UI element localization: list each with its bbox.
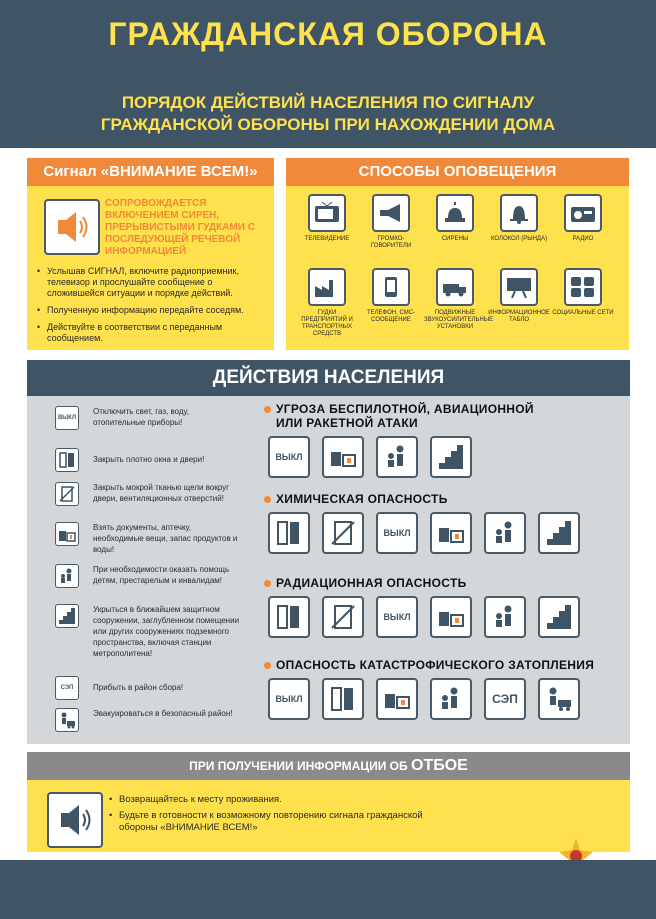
- shelter-icon: [430, 436, 472, 478]
- threat-air-attack: [264, 402, 624, 462]
- documents-kit-icon: [430, 596, 472, 638]
- subtitle-line-1: ПОРЯДОК ДЕЙСТВИЙ НАСЕЛЕНИЯ ПО СИГНАЛУ: [121, 93, 535, 112]
- documents-kit-icon: [376, 678, 418, 720]
- header-bar: [0, 0, 656, 148]
- seal-gaps-icon: [322, 512, 364, 554]
- help-others-icon: [484, 512, 526, 554]
- documents-kit-icon: [55, 522, 79, 546]
- notify-item-tv: ТЕЛЕВИДЕНИЕ: [296, 194, 358, 243]
- notify-item-social: СОЦИАЛЬНЫЕ СЕТИ: [552, 268, 614, 317]
- assembly-point-icon: СЭП: [55, 676, 79, 700]
- evacuate-icon: [538, 678, 580, 720]
- notify-item-sirens: СИРЕНЫ: [424, 194, 486, 243]
- evacuate-icon: [55, 708, 79, 732]
- truck-loudspeaker-icon: [436, 268, 474, 306]
- footer-bar: [0, 860, 656, 919]
- shelter-icon: [538, 512, 580, 554]
- notify-item-mobile-units: ПОДВИЖНЫЕ ЗВУКОУСИЛИТЕЛЬНЫЕ УСТАНОВКИ: [424, 268, 486, 331]
- list-item: • Услышав СИГНАЛ, включите радиоприемник, телевизор и прослушайте сообщение о сложившейся ситуации и порядке действий.: [37, 266, 269, 299]
- assembly-point-icon: СЭП: [484, 678, 526, 720]
- notify-item-info-board: ИНФОРМАЦИОННОЕ ТАБЛО: [488, 268, 550, 324]
- threat-chemical: [264, 492, 624, 538]
- power-off-icon: ВЫКЛ: [376, 596, 418, 638]
- bell-icon: [500, 194, 538, 232]
- notify-item-radio: РАДИО: [552, 194, 614, 243]
- list-item: • Полученную информацию передайте соседям.: [37, 305, 269, 316]
- speaker-icon: [44, 199, 100, 255]
- signal-title: Сигнал «ВНИМАНИЕ ВСЕМ!»: [27, 158, 274, 186]
- shelter-icon: [538, 596, 580, 638]
- threat-title: ХИМИЧЕСКАЯ ОПАСНОСТЬ: [264, 492, 624, 506]
- notify-title: СПОСОБЫ ОПОВЕЩЕНИЯ: [286, 158, 629, 186]
- radio-icon: [564, 194, 602, 232]
- signal-panel: [27, 158, 274, 350]
- documents-kit-icon: [430, 512, 472, 554]
- legend-row: ВЫКЛ Отключить свет, газ, воду, отопительные приборы!: [55, 406, 245, 434]
- siren-icon: [436, 194, 474, 232]
- info-board-icon: [500, 268, 538, 306]
- threat-title: РАДИАЦИОННАЯ ОПАСНОСТЬ: [264, 576, 624, 590]
- signal-description: СОПРОВОЖДАЕТСЯ ВКЛЮЧЕНИЕМ СИРЕН, ПРЕРЫВИСТЫМИ ГУДКАМИ С ПОСЛЕДУЮЩЕЙ РЕЧЕВОЙ ИНФОРМАЦИЕЙ: [105, 198, 255, 257]
- loudspeaker-icon: [372, 194, 410, 232]
- shelter-icon: [55, 604, 79, 628]
- power-off-icon: ВЫКЛ: [268, 436, 310, 478]
- subtitle-line-2: ГРАЖДАНСКОЙ ОБОРОНЫ ПРИ НАХОЖДЕНИИ ДОМА: [100, 115, 556, 134]
- help-others-icon: [55, 564, 79, 588]
- list-item: • Действуйте в соответствии с переданным сообщением.: [37, 322, 269, 344]
- help-others-icon: [430, 678, 472, 720]
- close-windows-icon: [268, 512, 310, 554]
- close-windows-icon: [55, 448, 79, 472]
- all-clear-panel: [27, 752, 630, 852]
- legend-row: Закрыть мокрой тканью щели вокруг двери, вентиляционных отверстий!: [55, 482, 245, 518]
- seal-gaps-icon: [322, 596, 364, 638]
- notify-item-loudspeakers: ГРОМКО-ГОВОРИТЕЛИ: [360, 194, 422, 250]
- threat-title: УГРОЗА БЕСПИЛОТНОЙ, АВИАЦИОННОЙ ИЛИ РАКЕТНОЙ АТАКИ: [264, 402, 624, 430]
- power-off-icon: ВЫКЛ: [376, 512, 418, 554]
- list-item: • Будьте в готовности к возможному повторению сигнала гражданской обороны «ВНИМАНИЕ ВСЕМ!»: [109, 810, 449, 834]
- all-clear-instructions: [109, 794, 449, 838]
- threat-radiation: [264, 576, 624, 622]
- actions-section: [27, 360, 630, 744]
- speaker-icon: [47, 792, 103, 848]
- documents-kit-icon: [322, 436, 364, 478]
- legend-row: Взять документы, аптечку, необходимые вещи, запас продуктов и воды!: [55, 522, 245, 558]
- page-subtitle: [20, 92, 636, 136]
- page-title: ГРАЖДАНСКАЯ ОБОРОНА: [108, 16, 548, 52]
- notify-item-phone: ТЕЛЕФОН, СМС-СООБЩЕНИЕ: [360, 268, 422, 324]
- help-others-icon: [376, 436, 418, 478]
- actions-title: ДЕЙСТВИЯ НАСЕЛЕНИЯ: [27, 360, 630, 396]
- close-windows-icon: [268, 596, 310, 638]
- factory-horn-icon: [308, 268, 346, 306]
- legend-row: Укрыться в ближайшем защитном сооружении, заглубленном помещении или других сооружениях подземного пространства, включая станции метрополитена!: [55, 604, 245, 670]
- list-item: • Возвращайтесь к месту проживания.: [109, 794, 449, 806]
- seal-gaps-icon: [55, 482, 79, 506]
- phone-icon: [372, 268, 410, 306]
- notify-panel: [286, 158, 629, 350]
- all-clear-title: ПРИ ПОЛУЧЕНИИ ИНФОРМАЦИИ ОБ ОТБОЕ: [27, 752, 630, 780]
- legend-row: Закрыть плотно окна и двери!: [55, 448, 245, 476]
- legend-row: При необходимости оказать помощь детям, престарелым и инвалидам!: [55, 564, 245, 600]
- help-others-icon: [484, 596, 526, 638]
- tv-icon: [308, 194, 346, 232]
- legend-row: СЭП Прибыть в район сбора!: [55, 676, 245, 702]
- legend-row: Эвакуироваться в безопасный район!: [55, 708, 245, 734]
- signal-instructions: [37, 266, 269, 350]
- social-network-icon: [564, 268, 602, 306]
- notify-item-bell: КОЛОКОЛ (РЫНДА): [488, 194, 550, 243]
- threat-title: ОПАСНОСТЬ КАТАСТРОФИЧЕСКОГО ЗАТОПЛЕНИЯ: [264, 658, 624, 672]
- notify-item-factory: ГУДКИ ПРЕДПРИЯТИЙ И ТРАНСПОРТНЫХ СРЕДСТВ: [296, 268, 358, 338]
- threat-flooding: [264, 658, 624, 706]
- close-windows-icon: [322, 678, 364, 720]
- power-off-icon: ВЫКЛ: [268, 678, 310, 720]
- power-off-icon: ВЫКЛ: [55, 406, 79, 430]
